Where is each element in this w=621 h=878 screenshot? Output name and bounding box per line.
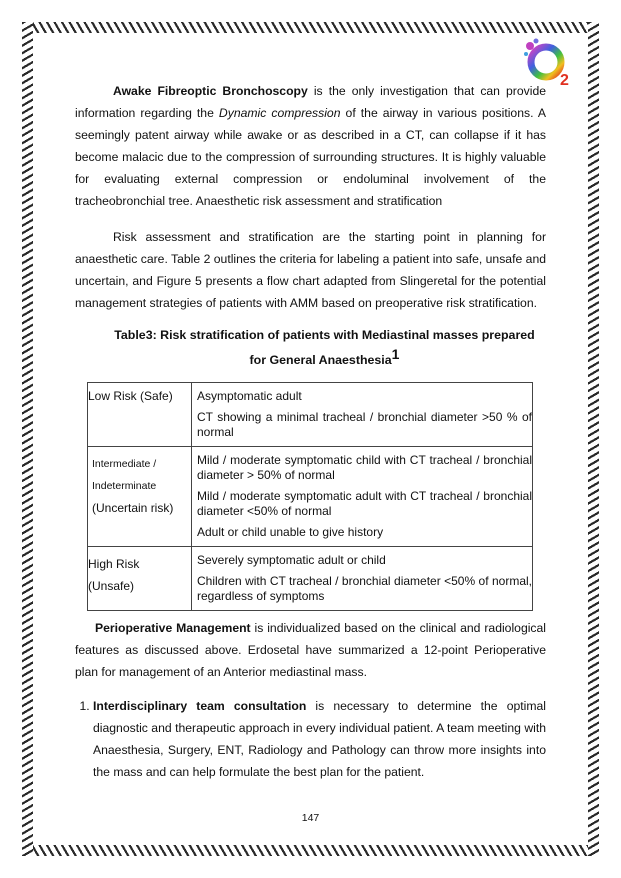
paragraph-perioperative: [75, 617, 546, 683]
criteria-item: CT showing a minimal tracheal / bronchial diameter >50 % of normal: [197, 410, 532, 440]
caption-line-2: [103, 345, 546, 370]
risk-criteria-cell: [192, 547, 533, 611]
risk-criteria-cell: [192, 383, 533, 447]
list-item-text: is necessary to determine the optimal diagnostic and therapeutic approach in every individual patient. A team meeting with Anaesthesia, Surgery, ENT, Radiology and Pathology can throw more insights into the mass and can help formulate the best plan for the patient.: [93, 699, 546, 780]
paragraph-bronchoscopy: [75, 80, 546, 212]
criteria-item: Mild / moderate symptomatic adult with CT tracheal / bronchial diameter <50% of normal: [197, 489, 532, 519]
criteria-item: Children with CT tracheal / bronchial diameter <50% of normal, regardless of symptoms: [197, 574, 532, 604]
risk-stratification-table: [87, 382, 533, 611]
risk-category-label: Intermediate /: [92, 458, 157, 471]
bold-term-bronchoscopy: Awake Fibreoptic Bronchoscopy: [113, 84, 308, 98]
risk-criteria-cell: [192, 447, 533, 547]
paragraph-text: of the airway in various positions. A seemingly patent airway while awake or as described in a CT, can collapse if it has become malacic due to the compression of surrounding structures. It is highly valuable for evaluating external compression or endoluminal involvement of the tracheobronchial tree. Anaesthetic risk assessment and stratification: [75, 106, 546, 208]
italic-term: Dynamic compression: [218, 106, 341, 120]
table-row: [88, 547, 533, 611]
paragraph-text: is the only investigation that can provide information regarding the: [75, 84, 546, 120]
criteria-item: Asymptomatic adult: [197, 389, 302, 404]
risk-category-label: (Uncertain risk): [92, 501, 174, 516]
bold-term-perioperative: Perioperative Management: [95, 621, 251, 636]
page-border-left: [22, 22, 33, 856]
page-border-top: [22, 22, 599, 33]
risk-category-cell: [88, 383, 192, 447]
caption-text: for General Anaesthesia: [249, 353, 392, 368]
risk-category-label: Indeterminate: [92, 480, 157, 493]
page-border-bottom: [22, 845, 599, 856]
table-row: [88, 447, 533, 547]
risk-category-cell: [88, 547, 192, 611]
criteria-item: Severely symptomatic adult or child: [197, 553, 386, 568]
risk-category-label: (Unsafe): [88, 579, 135, 594]
caption-footnote-ref: 1: [391, 346, 400, 362]
perioperative-plan-list: [75, 695, 546, 783]
page-number: 147: [301, 812, 320, 824]
risk-category-label: High Risk: [88, 557, 140, 572]
bold-term-team: Interdisciplinary team consultation: [93, 699, 307, 714]
logo-subscript: 2: [560, 72, 569, 88]
criteria-item: Adult or child unable to give history: [197, 525, 384, 540]
paragraph-risk-assessment: Risk assessment and stratification are the starting point in planning for anaesthetic care. Table 2 outlines the criteria for labeling a patient into safe, unsafe and uncertain, and Figure 5 presents a flow chart adapted from Slingeretal for the potential management strategies of patients with AMM based on preoperative risk stratification.: [75, 230, 546, 310]
table-row: [88, 383, 533, 447]
criteria-item: Mild / moderate symptomatic child with CT tracheal / bronchial diameter > 50% of normal: [197, 453, 532, 483]
list-item: [93, 695, 546, 783]
page-border-right: [588, 22, 599, 856]
paragraph-text: is individualized based on the clinical and radiological features as discussed above. Erdosetal have summarized a 12-point Perioperative plan for management of an Anterior mediastinal mass.: [75, 621, 547, 680]
table-caption: [75, 326, 546, 370]
page-content: [75, 80, 546, 783]
risk-category-cell: [88, 447, 192, 547]
risk-category-label: Low Risk (Safe): [88, 389, 173, 404]
caption-line-1: Table3: Risk stratification of patients with Mediastinal masses prepared: [114, 328, 535, 342]
